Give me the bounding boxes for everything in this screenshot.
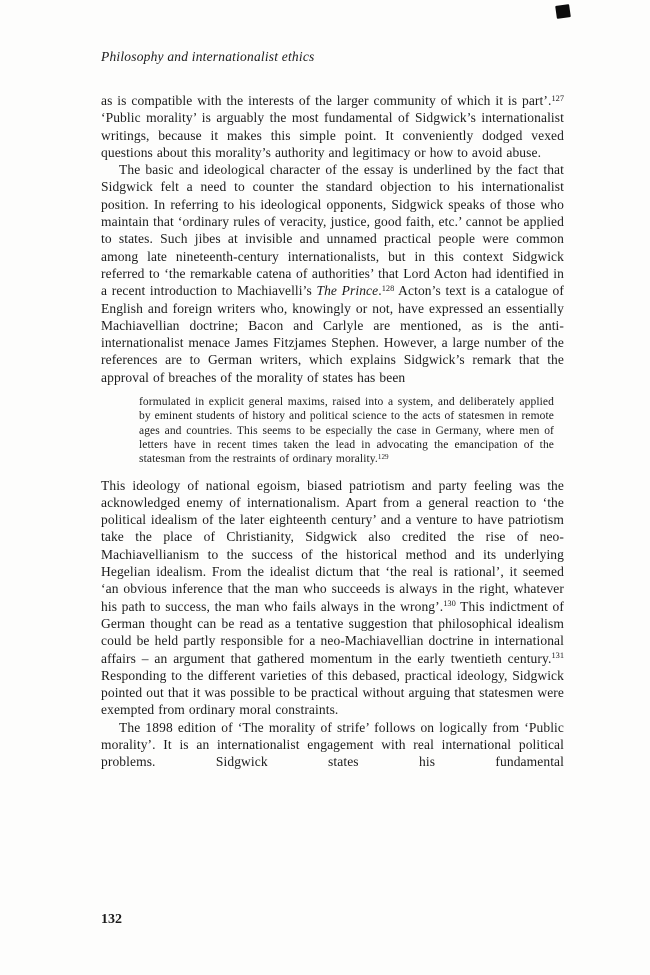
paragraph bbox=[101, 161, 564, 386]
text-run: formulated in explicit general maxims, raised into a system, and deliberately applied by eminent students of history and political science to the acts of statesmen in remote ages and countries. This seems to be especially the case in Germany, where men of letters have in recent times taken the lead in advocating the emancipation of the statesman from the restraints of ordinary morality. bbox=[139, 396, 554, 466]
text-run: The Prince bbox=[316, 283, 379, 299]
footnote-reference: 128 bbox=[381, 284, 395, 294]
text-run: ‘Public morality’ is arguably the most fundamental of Sidgwick’s internationalist writings, because it makes this simple point. It conveniently dodged vexed questions about this morality’s authority and legitimacy or how to avoid abuse. bbox=[101, 110, 564, 160]
text-run: Acton’s text is a catalogue of English and foreign writers who, knowingly or not, have expressed an essentially Machiavellian doctrine; Bacon and Carlyle are mentioned, as is the anti-internationalist menace James Fitzjames Stephen. However, a large number of the references are to German writers, which explains Sidgwick’s remark that the approval of breaches of the morality of states has been bbox=[101, 283, 564, 385]
page-body bbox=[101, 92, 564, 771]
text-run: Responding to the different varieties of this debased, practical ideology, Sidgwick pointed out that it was possible to be practical without arguing that statesmen were exempted from ordinary moral constraints. bbox=[101, 667, 564, 718]
block-quote bbox=[139, 395, 554, 466]
paragraph bbox=[101, 477, 564, 719]
text-run: . bbox=[378, 283, 382, 299]
footnote-reference: 129 bbox=[377, 452, 389, 461]
footnote-reference: 130 bbox=[443, 599, 456, 609]
text-run: as is compatible with the interests of the larger community of which it is part’. bbox=[101, 93, 552, 108]
text-run: This ideology of national egoism, biased patriotism and party feeling was the acknowledged enemy of internationalism. Apart from a general reaction to ‘the political idealism of the later eighteenth century’ and a venture to have patriotism take the place of Christianity, Sidgwick also credited the rise of neo-Machiavellianism to the success of the historical method and its underlying Hegelian idealism. From the idealist dictum that ‘the real is rational’, it seemed ‘an obvious inference that the man who succeeds is always in the right, whatever his path to success, the man who fails always in the wrong’. bbox=[101, 477, 564, 614]
running-header: Philosophy and internationalist ethics bbox=[101, 49, 315, 64]
footnote-reference: 127 bbox=[551, 93, 564, 103]
paragraph bbox=[101, 92, 564, 161]
text-run: This indictment of German thought can be read as a tentative suggestion that philosophical idealism could be held partly responsible for a neo-Machiavellian doctrine in international affairs – an argument that gathered momentum in the early twentieth century. bbox=[101, 598, 565, 666]
scan-artifact-mark bbox=[555, 4, 571, 19]
page-number: 132 bbox=[101, 912, 122, 927]
footnote-reference: 131 bbox=[551, 651, 564, 661]
text-run: The basic and ideological character of the essay is underlined by the fact that Sidgwick felt a need to counter the standard objection to his internationalist position. In referring to his ideological opponents, Sidgwick speaks of those who maintain that ‘ordinary rules of veracity, justice, good faith, etc.’ cannot be applied to states. Such jibes at invisible and unnamed practical people were common among late nineteenth-century internationalists, but in this context Sidgwick referred to ‘the remarkable catena of authorities’ that Lord Acton had identified in a recent introduction to Machiavelli’s bbox=[101, 162, 564, 299]
paragraph bbox=[101, 719, 564, 771]
text-run: The 1898 edition of ‘The morality of strife’ follows on logically from ‘Public morality’. It is an internationalist engagement with real international political problems. Sidgwick states his fundamental bbox=[101, 719, 564, 770]
